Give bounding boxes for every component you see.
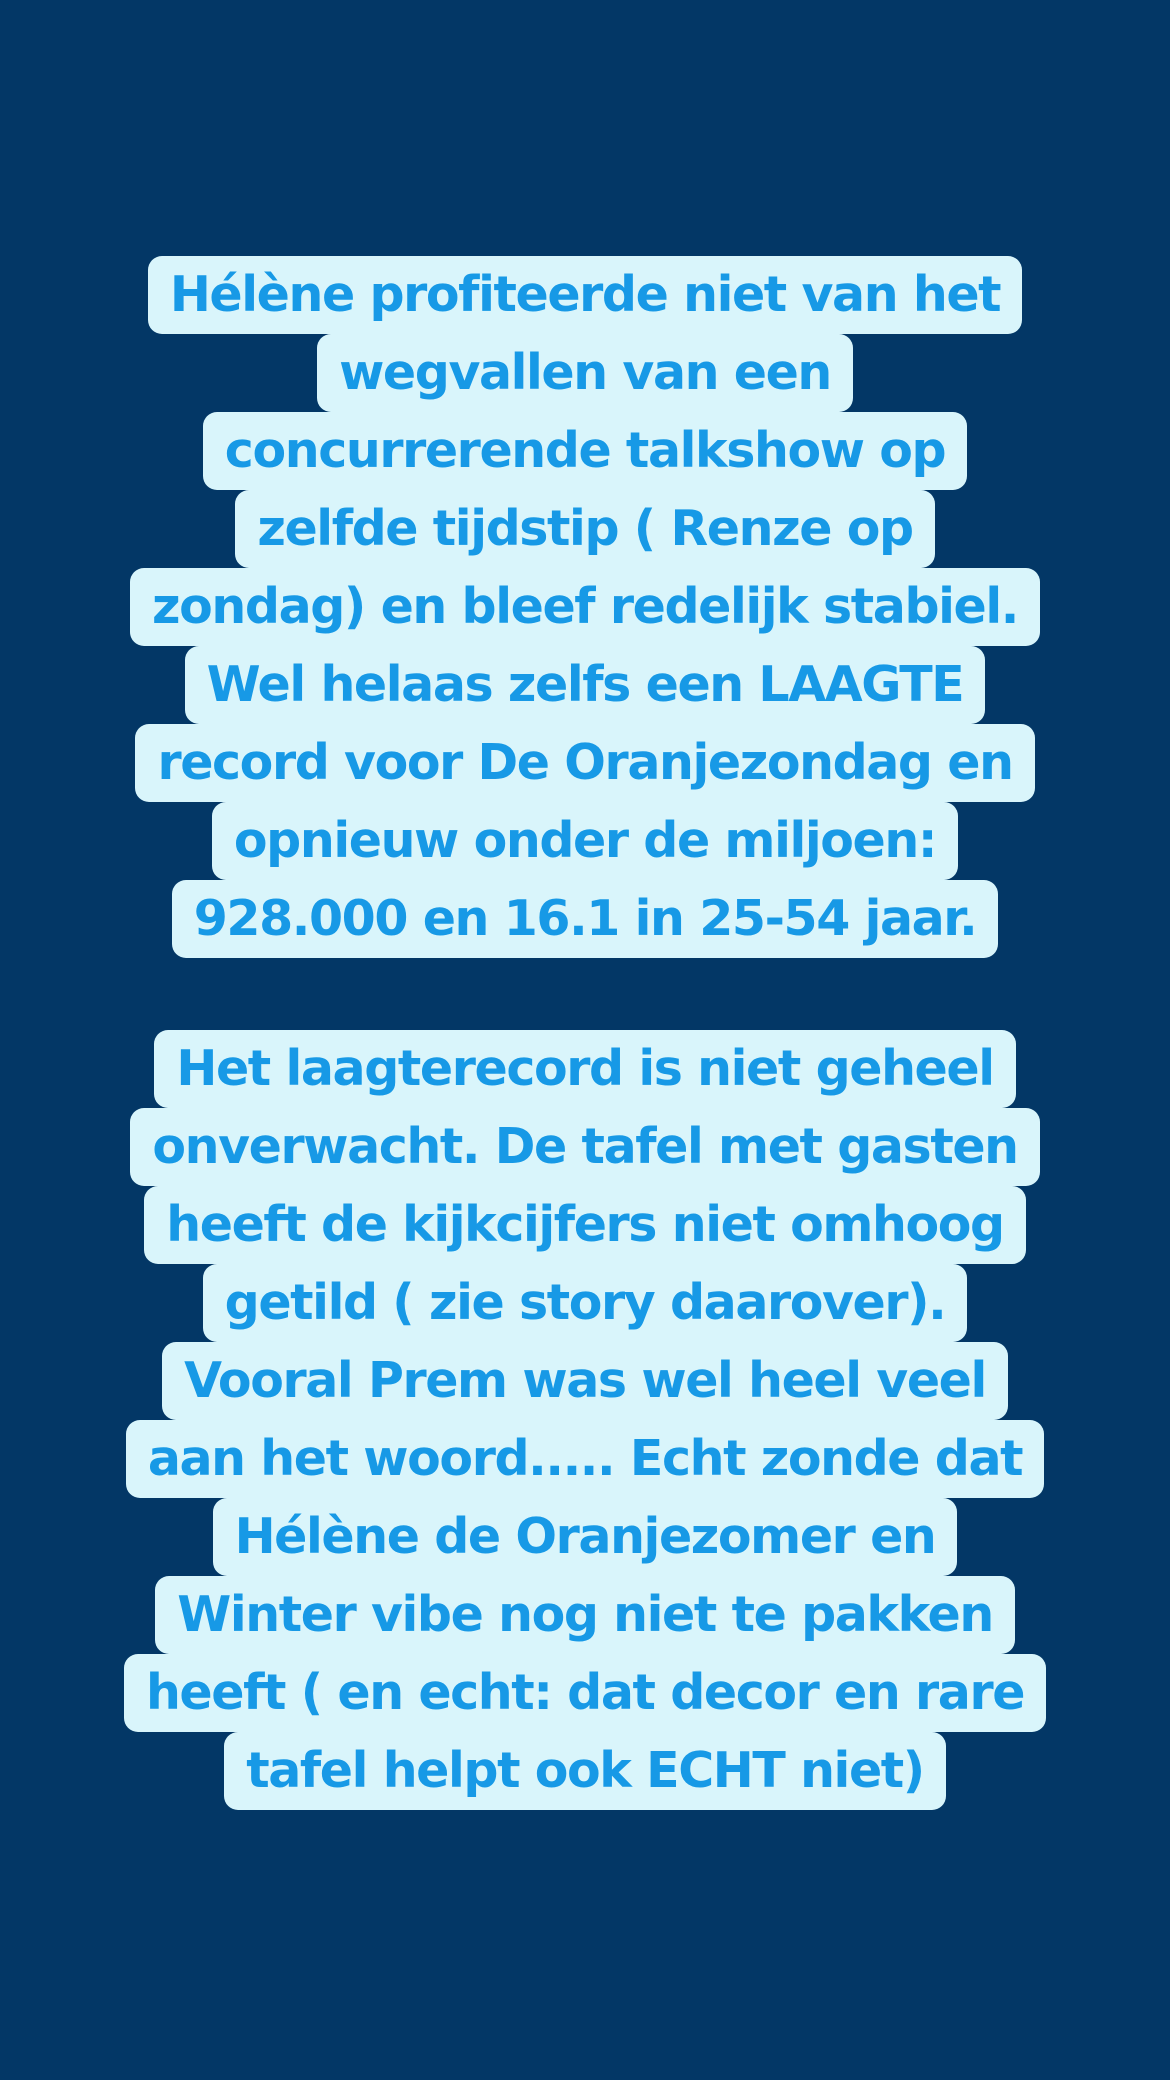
text-line: Het laagterecord is niet geheel (154, 1030, 1015, 1108)
text-line: record voor De Oranjezondag en (135, 724, 1034, 802)
text-block-first (0, 256, 1170, 958)
text-line: zelfde tijdstip ( Renze op (235, 490, 934, 568)
text-line: Winter vibe nog niet te pakken (155, 1576, 1015, 1654)
text-line: tafel helpt ook ECHT niet) (224, 1732, 946, 1810)
text-line: concurrerende talkshow op (203, 412, 967, 490)
text-block-second (0, 1030, 1170, 1810)
text-line: Vooral Prem was wel heel veel (162, 1342, 1008, 1420)
text-line: Hélène de Oranjezomer en (213, 1498, 958, 1576)
text-line: Hélène profiteerde niet van het (148, 256, 1022, 334)
text-line: wegvallen van een (317, 334, 853, 412)
text-line: heeft de kijkcijfers niet omhoog (144, 1186, 1025, 1264)
text-line: opnieuw onder de miljoen: (212, 802, 958, 880)
text-line: getild ( zie story daarover). (203, 1264, 968, 1342)
text-line: heeft ( en echt: dat decor en rare (124, 1654, 1046, 1732)
text-line: zondag) en bleef redelijk stabiel. (130, 568, 1040, 646)
text-line: aan het woord..... Echt zonde dat (126, 1420, 1044, 1498)
text-line: 928.000 en 16.1 in 25-54 jaar. (172, 880, 999, 958)
text-line: Wel helaas zelfs een LAAGTE (185, 646, 986, 724)
text-line: onverwacht. De tafel met gasten (130, 1108, 1039, 1186)
